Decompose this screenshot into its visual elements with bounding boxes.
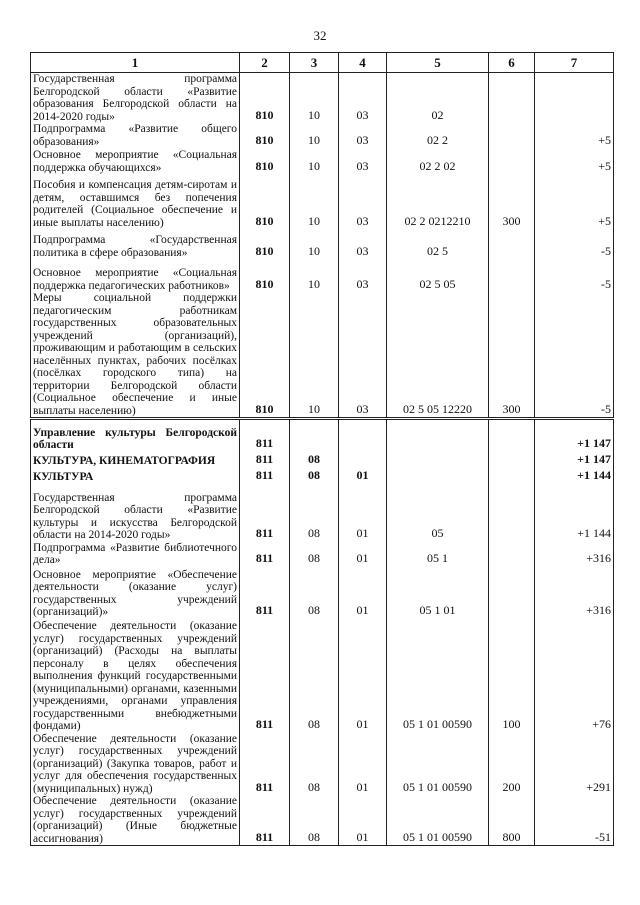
table-row (31, 148, 614, 174)
row-col-7: +1 144 (535, 468, 614, 484)
row-col-6 (489, 419, 535, 452)
row-col-6: 200 (489, 733, 535, 796)
row-col-3: 08 (290, 468, 339, 484)
row-col-6: 300 (489, 174, 535, 229)
row-col-7: -51 (535, 795, 614, 846)
row-col-6 (489, 259, 535, 292)
row-col-5 (387, 419, 489, 452)
row-description: Основное мероприятие «Социальная поддержка педагогических работников» (31, 259, 240, 292)
row-col-4: 01 (339, 468, 387, 484)
row-col-5: 05 1 01 00590 (387, 733, 489, 796)
table-row (31, 567, 614, 619)
header-col-7: 7 (535, 53, 614, 73)
row-col-4: 03 (339, 174, 387, 229)
row-col-3: 10 (290, 229, 339, 259)
table-row (31, 123, 614, 148)
row-description: Управление культуры Белгородской области (31, 419, 240, 452)
table-row (31, 542, 614, 567)
row-col-4: 03 (339, 73, 387, 124)
row-col-3: 08 (290, 795, 339, 846)
row-col-7: +291 (535, 733, 614, 796)
header-col-2: 2 (240, 53, 290, 73)
row-col-6: 300 (489, 292, 535, 419)
row-col-4: 01 (339, 795, 387, 846)
row-description: Государственная программа Белгородской области «Развитие образования Белгородской области на 2014-2020 годы» (31, 73, 240, 124)
row-description: Государственная программа Белгородской области «Развитие культуры и искусства Белгородской области на 2014-2020 годы» (31, 484, 240, 542)
row-col-2: 811 (240, 468, 290, 484)
row-col-7: +76 (535, 619, 614, 733)
row-col-6 (489, 468, 535, 484)
row-col-7: +316 (535, 542, 614, 567)
row-col-7: +5 (535, 174, 614, 229)
row-col-6 (489, 148, 535, 174)
row-col-2: 810 (240, 292, 290, 419)
row-col-5: 05 1 01 00590 (387, 795, 489, 846)
row-description: КУЛЬТУРА, КИНЕМАТОГРАФИЯ (31, 452, 240, 468)
table-row (31, 619, 614, 733)
row-col-4: 03 (339, 229, 387, 259)
row-description: Обеспечение деятельности (оказание услуг) государственных учреждений (организаций) (Расходы на выплаты персоналу в целях обеспечения выполнения функций государственными (муниципальными) органами, казенными учреждениями, органами управления государственными внебюджетными фондами) (31, 619, 240, 733)
row-col-2: 810 (240, 123, 290, 148)
row-col-7: +1 147 (535, 419, 614, 452)
row-col-4: 01 (339, 567, 387, 619)
header-row (31, 53, 614, 73)
row-col-7: -5 (535, 292, 614, 419)
row-description: Обеспечение деятельности (оказание услуг) государственных учреждений (организаций) (Иные бюджетные ассигнования) (31, 795, 240, 846)
row-col-4: 01 (339, 542, 387, 567)
row-description: Подпрограмма «Развитие общего образования» (31, 123, 240, 148)
row-col-3: 08 (290, 452, 339, 468)
row-col-6 (489, 452, 535, 468)
table-row (31, 259, 614, 292)
row-col-6 (489, 567, 535, 619)
row-col-7 (535, 73, 614, 124)
row-col-2: 810 (240, 174, 290, 229)
row-col-5: 02 2 0212210 (387, 174, 489, 229)
row-col-6 (489, 123, 535, 148)
row-description: Подпрограмма «Государственная политика в сфере образования» (31, 229, 240, 259)
row-description: Меры социальной поддержки педагогическим работникам государственных образовательных учреждений (организаций), проживающим и работающим в сельских населённых пунктах, рабочих посёлках (посёлках городского типа) на территории Белгородской области (Социальное обеспечение и иные выплаты населению) (31, 292, 240, 419)
row-col-3: 10 (290, 73, 339, 124)
row-col-2: 811 (240, 567, 290, 619)
table-row (31, 795, 614, 846)
row-col-4 (339, 419, 387, 452)
row-description: Обеспечение деятельности (оказание услуг) государственных учреждений (организаций) (Закупка товаров, работ и услуг для обеспечения государственных (муниципальных) нужд) (31, 733, 240, 796)
header-col-3: 3 (290, 53, 339, 73)
table-row (31, 468, 614, 484)
row-col-5: 02 5 05 12220 (387, 292, 489, 419)
row-col-5: 05 (387, 484, 489, 542)
row-col-2: 811 (240, 733, 290, 796)
row-description: Подпрограмма «Развитие библиотечного дела» (31, 542, 240, 567)
row-col-3: 10 (290, 174, 339, 229)
row-col-6 (489, 73, 535, 124)
row-col-3: 08 (290, 619, 339, 733)
table-row (31, 484, 614, 542)
row-col-4: 03 (339, 123, 387, 148)
row-col-7: +5 (535, 148, 614, 174)
row-col-4: 01 (339, 619, 387, 733)
row-description: КУЛЬТУРА (31, 468, 240, 484)
row-col-5: 02 2 02 (387, 148, 489, 174)
row-col-3: 08 (290, 567, 339, 619)
row-col-3: 08 (290, 542, 339, 567)
row-description: Пособия и компенсация детям-сиротам и детям, оставшимся без попечения родителей (Социальное обеспечение и иные выплаты населению) (31, 174, 240, 229)
budget-table (30, 52, 614, 846)
row-col-5: 02 (387, 73, 489, 124)
row-col-3: 10 (290, 292, 339, 419)
row-col-4: 01 (339, 733, 387, 796)
row-col-5: 05 1 (387, 542, 489, 567)
table-row (31, 452, 614, 468)
row-col-2: 811 (240, 619, 290, 733)
row-col-4: 03 (339, 292, 387, 419)
row-col-2: 811 (240, 542, 290, 567)
row-col-4: 01 (339, 484, 387, 542)
row-col-7: -5 (535, 229, 614, 259)
table-row (31, 229, 614, 259)
row-col-2: 810 (240, 229, 290, 259)
row-col-3: 10 (290, 123, 339, 148)
header-col-4: 4 (339, 53, 387, 73)
header-col-6: 6 (489, 53, 535, 73)
row-col-7: +5 (535, 123, 614, 148)
row-col-5 (387, 468, 489, 484)
row-col-4 (339, 452, 387, 468)
row-col-7: +1 147 (535, 452, 614, 468)
row-col-4: 03 (339, 259, 387, 292)
row-col-7: +316 (535, 567, 614, 619)
row-col-6: 800 (489, 795, 535, 846)
row-col-2: 811 (240, 795, 290, 846)
page-number: 32 (313, 28, 327, 43)
row-col-5: 02 5 (387, 229, 489, 259)
row-col-3: 10 (290, 259, 339, 292)
row-col-2: 811 (240, 484, 290, 542)
row-col-3 (290, 419, 339, 452)
row-col-2: 810 (240, 73, 290, 124)
row-col-5: 05 1 01 (387, 567, 489, 619)
row-col-2: 811 (240, 452, 290, 468)
header-col-1: 1 (31, 53, 240, 73)
table-row (31, 292, 614, 419)
table-row (31, 73, 614, 124)
table-row (31, 174, 614, 229)
row-col-6 (489, 484, 535, 542)
row-col-5: 05 1 01 00590 (387, 619, 489, 733)
row-description: Основное мероприятие «Обеспечение деятельности (оказание услуг) государственных учреждений (организаций)» (31, 567, 240, 619)
row-col-6 (489, 542, 535, 567)
row-col-7: -5 (535, 259, 614, 292)
row-col-5: 02 5 05 (387, 259, 489, 292)
row-col-4: 03 (339, 148, 387, 174)
row-col-7: +1 144 (535, 484, 614, 542)
row-col-6 (489, 229, 535, 259)
header-col-5: 5 (387, 53, 489, 73)
row-col-5: 02 2 (387, 123, 489, 148)
table-row (31, 419, 614, 452)
table-row (31, 733, 614, 796)
row-col-2: 810 (240, 259, 290, 292)
row-col-5 (387, 452, 489, 468)
row-col-6: 100 (489, 619, 535, 733)
row-col-2: 810 (240, 148, 290, 174)
row-col-3: 10 (290, 148, 339, 174)
row-description: Основное мероприятие «Социальная поддержка обучающихся» (31, 148, 240, 174)
row-col-3: 08 (290, 484, 339, 542)
row-col-2: 811 (240, 419, 290, 452)
row-col-3: 08 (290, 733, 339, 796)
